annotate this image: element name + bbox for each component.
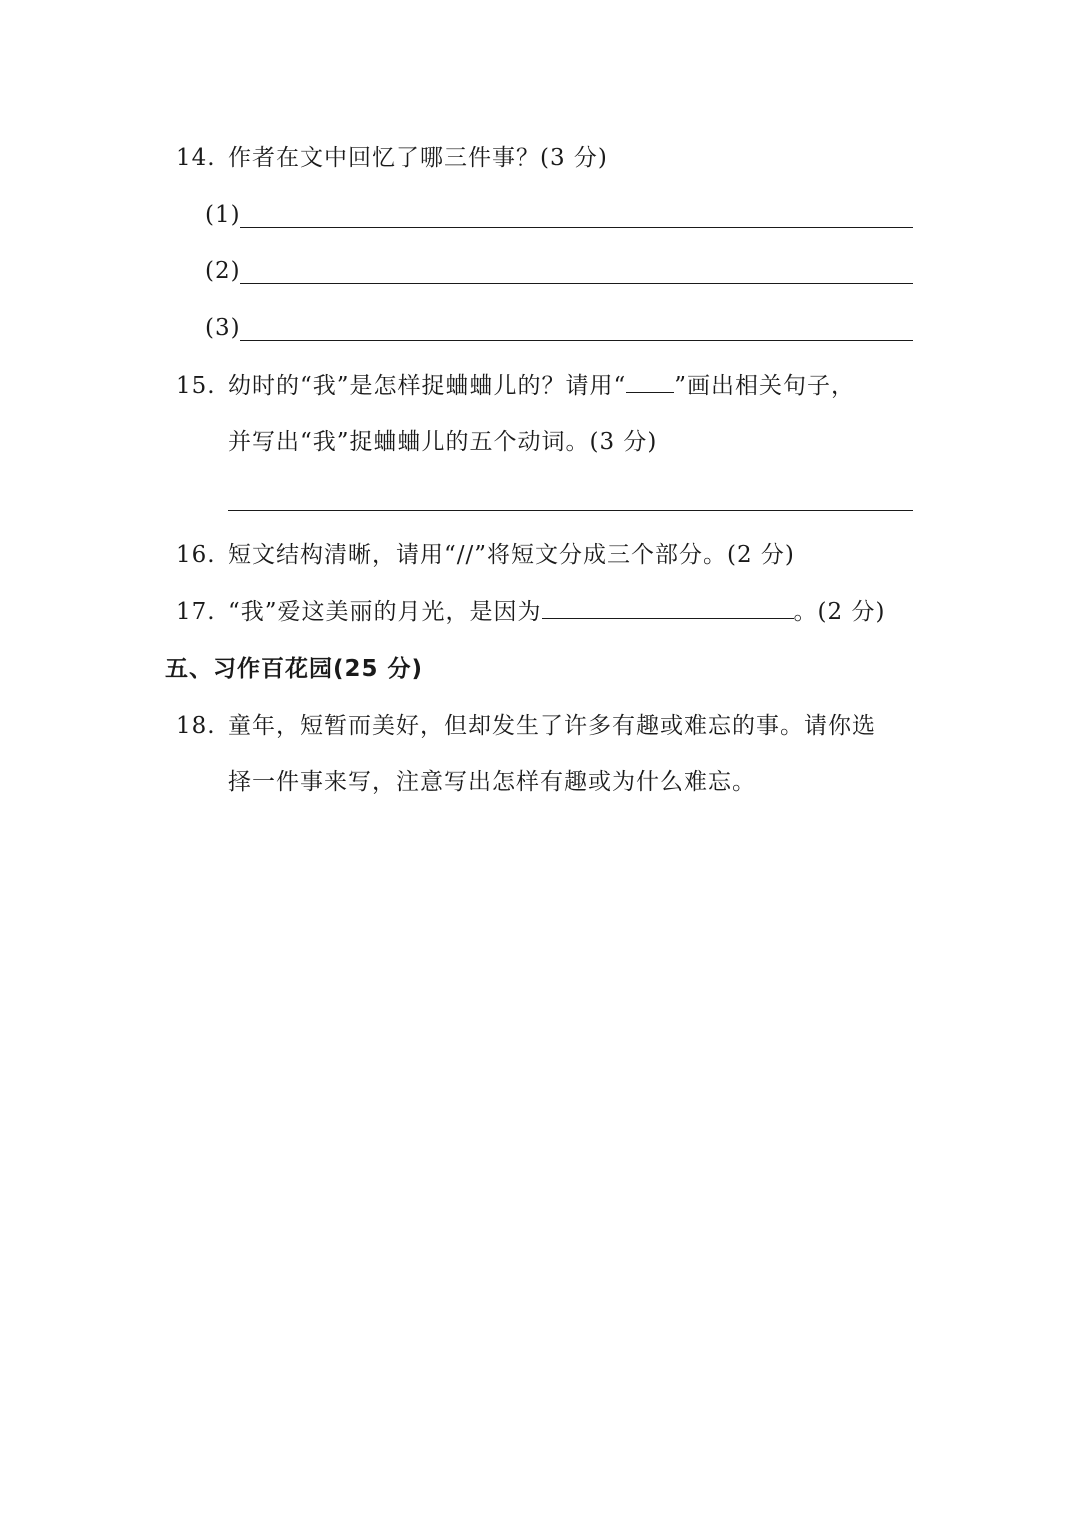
question-text: ”画出相关句子，: [674, 373, 856, 399]
question-number: 16.: [176, 542, 216, 568]
sub-label: (1): [205, 202, 241, 228]
answer-blank-2[interactable]: [240, 283, 913, 284]
question-number: 17.: [176, 599, 216, 625]
answer-line-3: [205, 312, 239, 344]
question-text: 择一件事来写，注意写出怎样有趣或为什么难忘。: [228, 769, 756, 795]
question-17: [176, 596, 885, 628]
answer-blank-1[interactable]: [240, 227, 913, 228]
question-text: 幼时的“我”是怎样捉蛐蛐儿的？请用“: [228, 373, 627, 399]
question-text: 作者在文中回忆了哪三件事？(3 分): [228, 145, 608, 171]
underline-marker: [626, 370, 674, 393]
question-text: “我”爱这美丽的月光，是因为: [228, 599, 542, 625]
answer-blank-15[interactable]: [228, 510, 913, 511]
sub-label: (2): [205, 258, 241, 284]
question-16: [176, 539, 795, 571]
question-number: 15.: [176, 373, 216, 399]
answer-blank-3[interactable]: [240, 340, 913, 341]
question-15: [176, 370, 855, 402]
answer-line-2: [205, 255, 239, 287]
question-text: 。(2 分): [793, 599, 886, 625]
sub-label: (3): [205, 315, 241, 341]
question-number: 18.: [176, 713, 216, 739]
question-18: [176, 710, 876, 742]
question-text: 并写出“我”捉蛐蛐儿的五个动词。(3 分): [228, 429, 658, 455]
answer-blank-17[interactable]: [542, 596, 794, 619]
question-15-continued: [228, 426, 657, 458]
question-14: [176, 142, 608, 174]
question-text: 童年，短暂而美好，但却发生了许多有趣或难忘的事。请你选: [228, 713, 876, 739]
question-text: 短文结构清晰，请用“//”将短文分成三个部分。(2 分): [228, 542, 795, 568]
question-18-continued: [228, 766, 756, 798]
section-title: 五、习作百花园(25 分): [165, 656, 424, 682]
answer-line-1: [205, 199, 239, 231]
question-number: 14.: [176, 145, 216, 171]
